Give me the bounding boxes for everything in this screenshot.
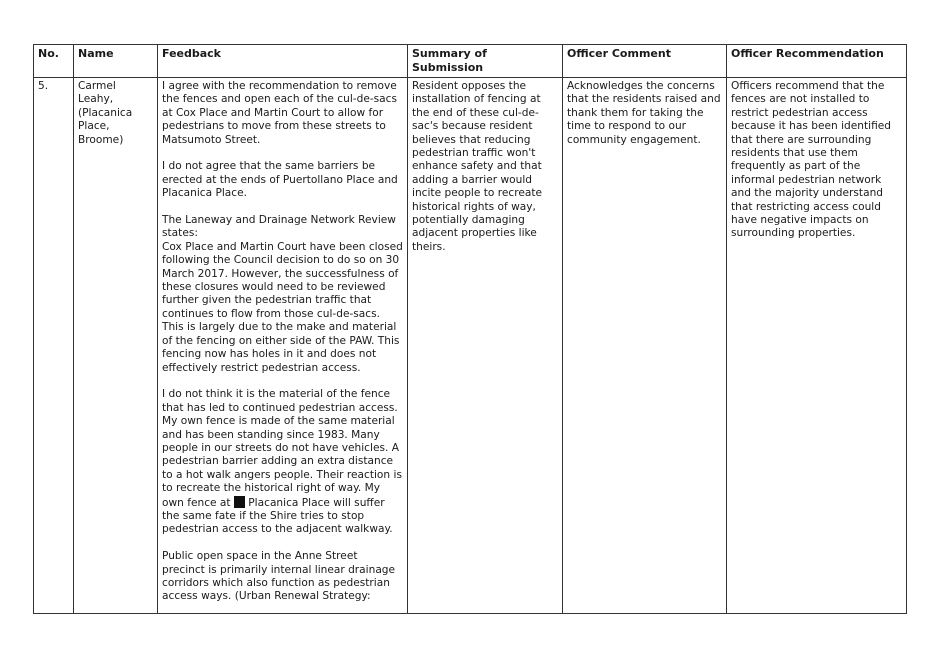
header-summary: Summary of Submission (408, 45, 563, 78)
header-feedback: Feedback (158, 45, 408, 78)
cell-summary: Resident opposes the installation of fencing at the end of these cul-de-sac's because resident believes that reducing pedestrian traffic won't enhance safety and that adding a barrier would incite people to recreate historical rights of way, potentially damaging adjacent properties like theirs. (408, 78, 563, 614)
name-line: Broome) (78, 133, 124, 146)
feedback-quote-intro: The Laneway and Drainage Network Review states: (162, 214, 396, 240)
name-line: Leahy, (78, 93, 114, 106)
feedback-paragraph (162, 214, 403, 375)
header-no: No. (34, 45, 74, 78)
name-line: (Placanica (78, 106, 133, 119)
feedback-paragraph: Public open space in the Anne Street precinct is primarily internal linear drainage corridors which also function as pedestrian access ways. (Urban Renewal Strategy: (162, 550, 396, 603)
feedback-paragraph: I do not agree that the same barriers be erected at the ends of Puertollano Place and Placanica Place. (162, 160, 398, 200)
feedback-text: I do not think it is the material of the fence that has led to continued pedestrian access. My own fence is made of the same material and has been standing since 1983. Many people in our streets do not have vehicles. A pedestrian barrier adding an extra distance to a hot walk angers people. Their reaction is to recreate the historical right of way. My own fence at (162, 388, 402, 509)
feedback-text: Placanica Place will suffer the same fate if the Shire tries to stop pedestrian access to the adjacent walkway. (162, 496, 393, 536)
feedback-paragraph (162, 388, 403, 536)
cell-officer-comment: Acknowledges the concerns that the residents raised and thank them for taking the time to respond to our community engagement. (563, 78, 727, 614)
name-line: Carmel (78, 80, 116, 92)
table-row (34, 78, 907, 614)
submissions-table (33, 44, 907, 614)
redaction-block (234, 496, 245, 508)
cell-officer-recommendation: Officers recommend that the fences are not installed to restrict pedestrian access because it has been identified that there are surrounding residents that use them frequently as part of the informal pedestrian network and the majority understand that restricting access could have negative impacts on surrounding properties. (727, 78, 907, 614)
cell-name (74, 78, 158, 614)
header-name: Name (74, 45, 158, 78)
name-line: Place, (78, 120, 110, 133)
feedback-quote: Cox Place and Martin Court have been closed following the Council decision to do so on 30 March 2017. However, the successfulness of these closures would need to be reviewed further given the pedestrian traffic that continues to flow from those cul-de-sacs. This is largely due to the make and material of the fencing on either side of the PAW. This fencing now has holes in it and does not effectively restrict pedestrian access. (162, 240, 403, 374)
header-officer-recommendation: Officer Recommendation (727, 45, 907, 78)
cell-no: 5. (34, 78, 74, 614)
cell-feedback (158, 78, 408, 614)
table-header-row (34, 45, 907, 78)
header-officer-comment: Officer Comment (563, 45, 727, 78)
feedback-paragraph: I agree with the recommendation to remove the fences and open each of the cul-de-sacs at Cox Place and Martin Court to allow for pedestrians to move from these streets to Matsumoto Street. (162, 80, 398, 146)
